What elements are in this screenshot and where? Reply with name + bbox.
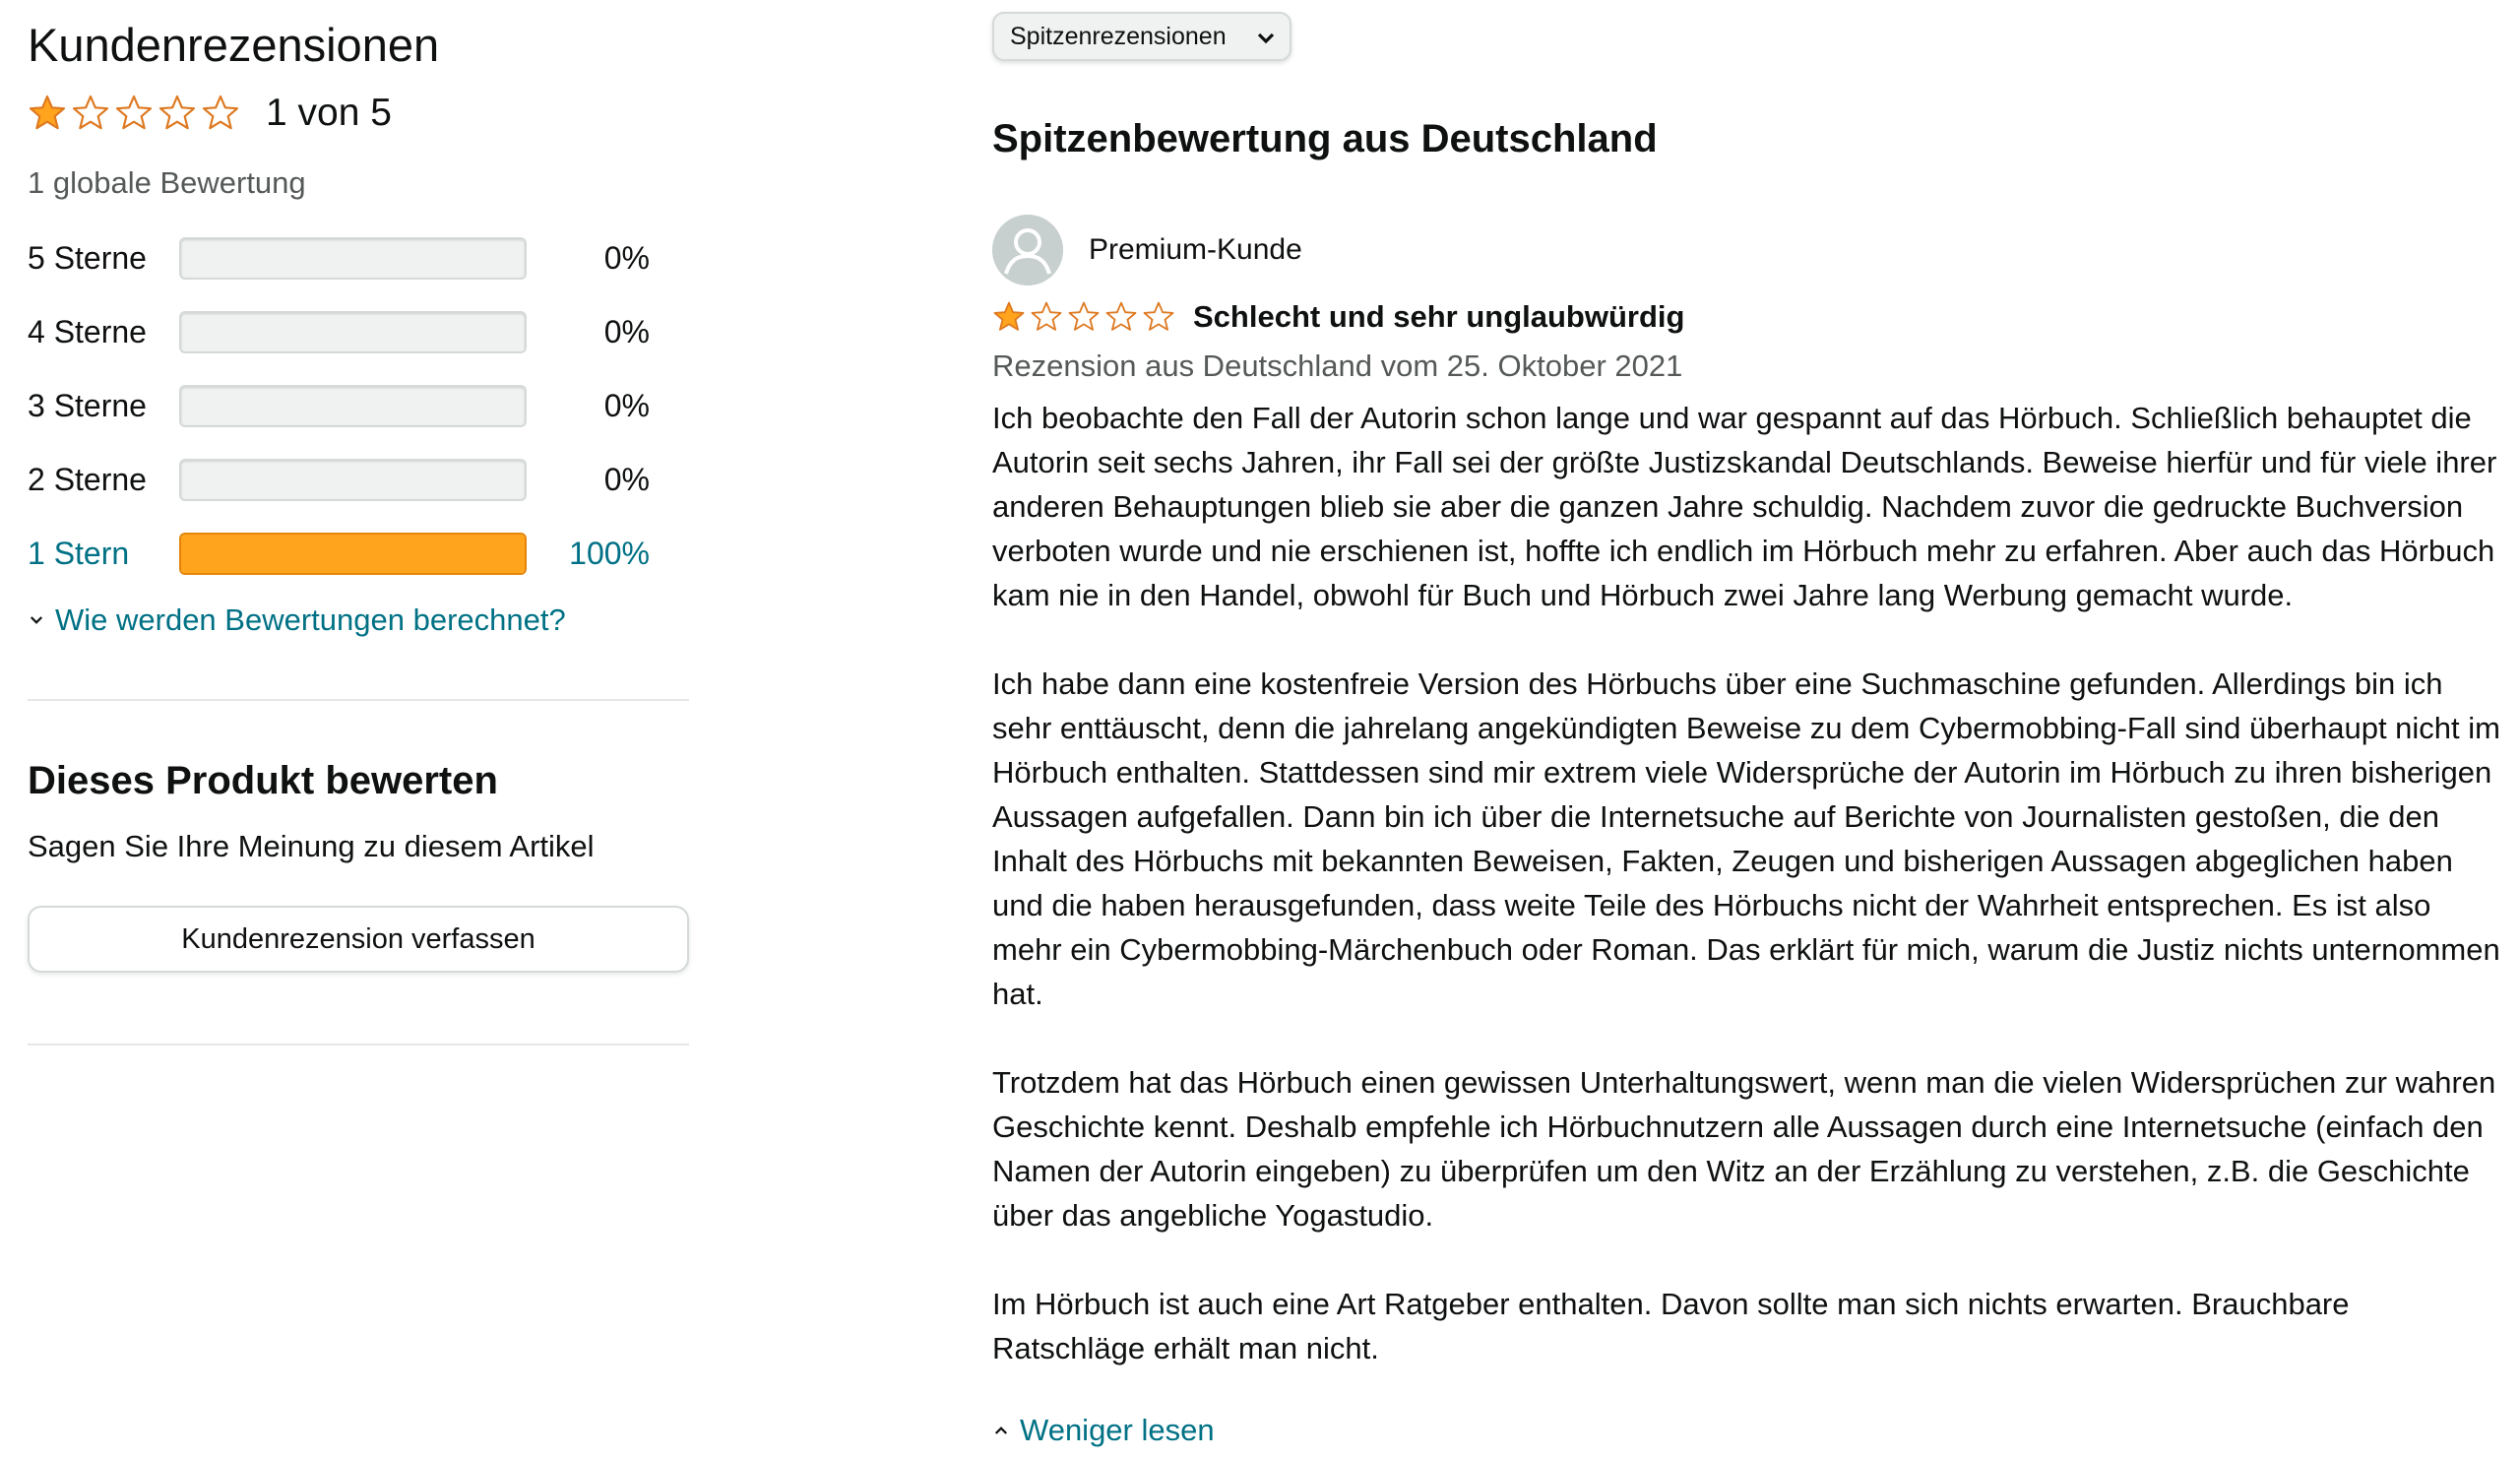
star-filled-icon — [28, 94, 67, 133]
chevron-up-icon — [992, 1422, 1010, 1439]
histogram-percent: 0% — [603, 239, 650, 276]
rate-product-title: Dieses Produkt bewerten — [28, 759, 498, 802]
histogram-percent: 0% — [603, 461, 650, 497]
histogram-label: 5 Sterne — [28, 239, 147, 276]
histogram-bar — [179, 385, 527, 427]
review-paragraph: Trotzdem hat das Hörbuch einen gewissen Unterhaltungswert, wenn man die vielen Widersprüchen zur wahren Geschichte kennt. Deshalb empfehle ich Hörbuchnutzern alle Aussagen durch eine Internetsuche (einfach den Namen der Autorin eingeben) zu überprüfen um den Witz an der Erzählung zu verstehen, z.B. die Geschichte über das angebliche Yogastudio. — [992, 1065, 2496, 1233]
customer-reviews-title: Kundenrezensionen — [28, 19, 440, 71]
read-less-link[interactable] — [992, 1413, 1215, 1448]
reviewer-name[interactable]: Premium-Kunde — [1089, 233, 1302, 266]
review-paragraph: Ich habe dann eine kostenfreie Version des Hörbuchs über eine Suchmaschine gefunden. Allerdings bin ich sehr enttäuscht, denn die jahrelang angekündigten Beweise zu dem Cybermobbing-Fall sind überhaupt nicht im Hörbuch enthalten. Stattdessen sind mir extrem viele Widersprüche der Autorin im Hörbuch zu ihren bisherigen Aussagen aufgefallen. Dann bin ich über die Internetsuche auf Berichte von Journalisten gestoßen, die den Inhalt des Hörbuchs mit bekannten Beweisen, Fakten, Zeugen und bisherigen Aussagen abgeglichen haben und die haben herausgefunden, dass weite Teile des Hörbuchs nicht der Wahrheit entsprechen. Es ist also mehr ein Cybermobbing-Märchenbuch oder Roman. Das erklärt für mich, warum die Justiz nichts unternommen hat. — [992, 666, 2500, 1011]
average-rating-text: 1 von 5 — [266, 92, 392, 134]
review-title[interactable]: Schlecht und sehr unglaubwürdig — [1193, 299, 1685, 334]
review-header — [992, 299, 1684, 335]
histogram-bar — [179, 459, 527, 501]
histogram-row-4-stars — [28, 308, 658, 355]
rate-product-subtitle: Sagen Sie Ihre Meinung zu diesem Artikel — [28, 829, 595, 863]
star-empty-icon — [1067, 300, 1101, 334]
divider — [28, 699, 689, 701]
chevron-down-icon — [1254, 27, 1278, 50]
user-avatar-icon[interactable] — [992, 215, 1063, 285]
star-filled-icon — [992, 300, 1026, 334]
histogram-bar-fill — [181, 535, 525, 573]
histogram-label: 3 Sterne — [28, 387, 147, 423]
reviewer-profile[interactable] — [992, 215, 1302, 285]
chevron-down-icon — [28, 611, 45, 629]
star-empty-icon — [114, 94, 154, 133]
histogram-bar — [179, 237, 527, 280]
histogram-label: 4 Sterne — [28, 313, 147, 349]
how-ratings-calculated-link[interactable] — [28, 602, 566, 638]
average-rating-stars[interactable] — [28, 94, 240, 133]
histogram-row-1-star[interactable] — [28, 530, 658, 577]
review-body — [992, 396, 2500, 1415]
star-empty-icon — [1030, 300, 1063, 334]
how-ratings-calculated-text[interactable]: Wie werden Bewertungen berechnet? — [55, 602, 566, 637]
star-empty-icon — [71, 94, 110, 133]
histogram-label: 2 Sterne — [28, 461, 147, 497]
histogram-bar[interactable] — [179, 533, 527, 575]
histogram-label[interactable]: 1 Stern — [28, 535, 130, 571]
histogram-percent: 0% — [603, 387, 650, 423]
top-reviews-heading: Spitzenbewertung aus Deutschland — [992, 117, 1658, 160]
histogram-row-3-stars — [28, 382, 658, 429]
write-review-button[interactable]: Kundenrezension verfassen — [28, 906, 689, 973]
histogram-row-2-stars — [28, 456, 658, 503]
star-empty-icon — [1104, 300, 1138, 334]
average-rating-row — [28, 91, 392, 136]
sort-dropdown-value[interactable]: Spitzenrezensionen — [1010, 22, 1227, 50]
review-paragraph: Im Hörbuch ist auch eine Art Ratgeber enthalten. Davon sollte man sich nichts erwarten. Brauchbare Ratschläge erhält man nicht. — [992, 1287, 2350, 1365]
review-date: Rezension aus Deutschland vom 25. Oktober 2021 — [992, 349, 1683, 383]
histogram-bar — [179, 311, 527, 353]
read-less-text[interactable]: Weniger lesen — [1020, 1413, 1215, 1447]
review-paragraph: Ich beobachte den Fall der Autorin schon lange und war gespannt auf das Hörbuch. Schließlich behauptet die Autorin seit sechs Jahren, ihr Fall sei der größte Justizskandal Deutschlands. Beweise hierfür und für viele ihrer anderen Behauptungen blieb sie aber die ganzen Jahre schuldig. Nachdem zuvor die gedruckte Buchversion verboten wurde und nie erschienen ist, hoffte ich endlich im Hörbuch mehr zu erfahren. Aber auch das Hörbuch kam nie in den Handel, obwohl für Buch und Hörbuch zwei Jahre lang Werbung gemacht wurde. — [992, 401, 2497, 612]
review-rating-stars[interactable] — [992, 300, 1175, 334]
sort-dropdown[interactable] — [992, 12, 1292, 61]
star-empty-icon — [201, 94, 240, 133]
star-empty-icon — [1142, 300, 1175, 334]
divider — [28, 1044, 689, 1046]
histogram-row-5-stars — [28, 234, 658, 282]
histogram-percent[interactable]: 100% — [569, 535, 650, 571]
star-empty-icon — [158, 94, 197, 133]
histogram-percent: 0% — [603, 313, 650, 349]
global-rating-count: 1 globale Bewertung — [28, 165, 306, 200]
